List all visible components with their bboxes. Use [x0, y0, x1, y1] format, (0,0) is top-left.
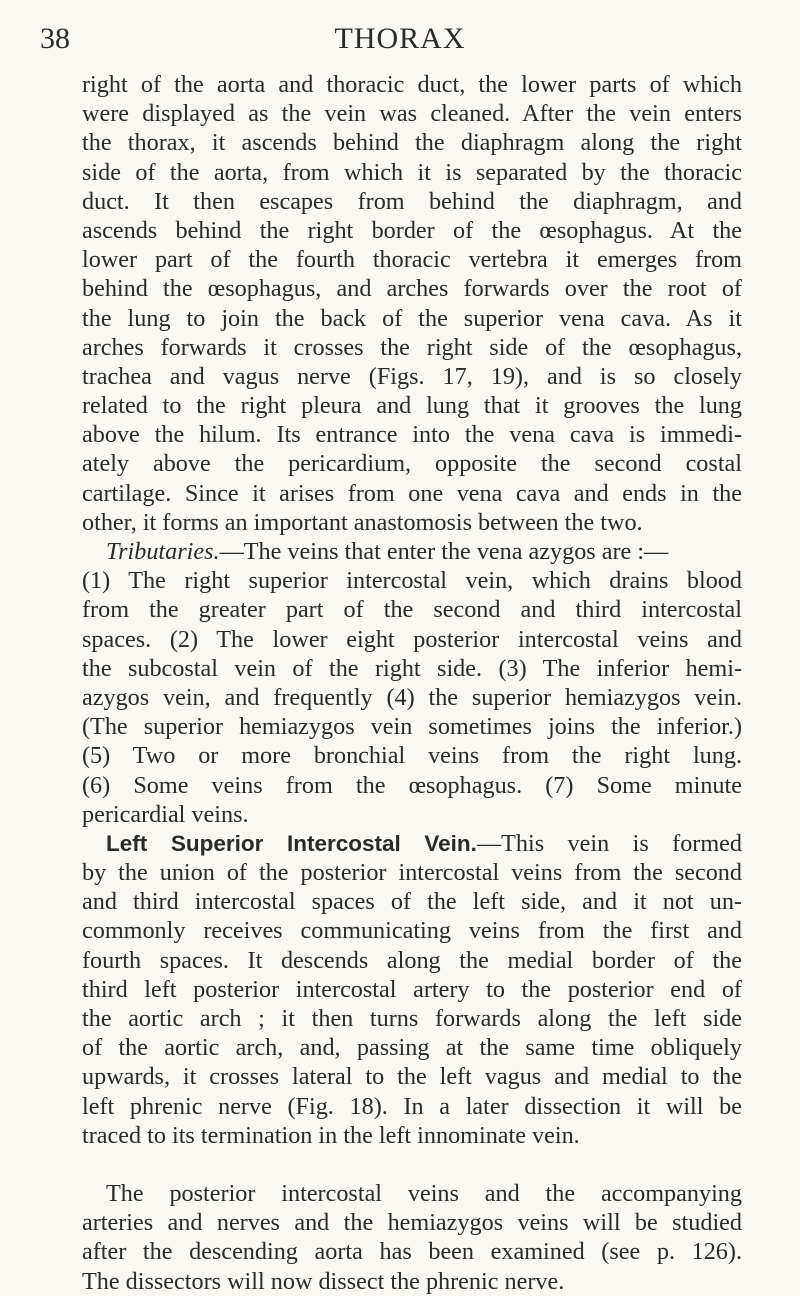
section-heading: Left Superior Intercostal Vein.: [106, 830, 477, 856]
text-line: (The superior hemiazygos vein sometimes joins the inferior.): [82, 713, 742, 741]
body-text: [82, 70, 742, 1296]
text-line: The dissectors will now dissect the phrenic nerve.: [82, 1267, 565, 1295]
text-line: related to the right pleura and lung that it grooves the lung: [82, 392, 742, 420]
text-line: arteries and nerves and the hemiazygos veins will be studied: [82, 1209, 742, 1237]
text-line: above the hilum. Its entrance into the vena cava is immedi-: [82, 421, 742, 449]
text-line: the thorax, it ascends behind the diaphragm along the right: [82, 129, 742, 157]
text-line: ascends behind the right border of the œsophagus. At the: [82, 216, 742, 244]
text-line: pericardial veins.: [82, 800, 249, 828]
tributaries-intro: —The veins that enter the vena azygos are :—: [219, 538, 669, 565]
text-line: azygos vein, and frequently (4) the superior hemiazygos vein.: [82, 683, 742, 711]
text-line: side of the aorta, from which it is separated by the thoracic: [82, 158, 742, 186]
text-line: after the descending aorta has been examined (see p. 126).: [82, 1238, 742, 1266]
text-line: from the greater part of the second and third intercostal: [82, 596, 742, 624]
text-line: and third intercostal spaces of the left side, and it not un-: [82, 888, 742, 916]
text-line: (1) The right superior intercostal vein, which drains blood: [82, 567, 742, 595]
text-line: lower part of the fourth thoracic vertebra it emerges from: [82, 246, 742, 274]
text-line: duct. It then escapes from behind the diaphragm, and: [82, 187, 742, 215]
section-intro: —This vein is formed: [476, 829, 742, 857]
text-line: right of the aorta and thoracic duct, the lower parts of which: [82, 71, 742, 98]
page-number: 38: [40, 22, 70, 55]
tributaries-heading: Tributaries.: [106, 538, 220, 565]
paragraph-tributaries: [82, 537, 742, 829]
text-line: were displayed as the vein was cleaned. After the vein enters: [82, 100, 742, 128]
text-line: the lung to join the back of the superior vena cava. As it: [82, 304, 742, 332]
text-line: behind the œsophagus, and arches forwards over the root of: [82, 275, 742, 303]
paragraph-azygos: [82, 70, 742, 537]
text-line: the aortic arch ; it then turns forwards along the left side: [82, 1005, 742, 1032]
text-line: of the aortic arch, and, passing at the same time obliquely: [82, 1034, 742, 1062]
text-line: cartilage. Since it arises from one vena cava and ends in the: [82, 479, 742, 507]
text-line: (5) Two or more bronchial veins from the right lung.: [82, 742, 742, 770]
text-line: left phrenic nerve (Fig. 18). In a later dissection it will be: [82, 1092, 742, 1120]
text-line: the subcostal vein of the right side. (3) The inferior hemi-: [82, 654, 742, 682]
paragraph-closing: [82, 1179, 742, 1296]
text-line: third left posterior intercostal artery to the posterior end of: [82, 975, 742, 1003]
text-line: other, it forms an important anastomosis between the two.: [82, 508, 643, 536]
text-line: spaces. (2) The lower eight posterior intercostal veins and: [82, 625, 742, 653]
running-head: THORAX: [334, 22, 466, 55]
text-line: (6) Some veins from the œsophagus. (7) Some minute: [82, 771, 742, 799]
text-line: commonly receives communicating veins from the first and: [82, 917, 742, 945]
paragraph-left-superior-intercostal: [82, 829, 742, 1150]
text-line: ately above the pericardium, opposite the second costal: [82, 450, 742, 478]
page-header: [40, 22, 760, 62]
text-line: The posterior intercostal veins and the accompanying: [106, 1179, 742, 1207]
text-line: by the union of the posterior intercostal veins from the second: [82, 859, 742, 887]
text-line: [82, 829, 742, 858]
text-line: trachea and vagus nerve (Figs. 17, 19), and is so closely: [82, 362, 742, 390]
text-line: fourth spaces. It descends along the medial border of the: [82, 946, 742, 974]
text-line: [82, 537, 742, 566]
paragraph-gap: [82, 1150, 742, 1179]
text-line: traced to its termination in the left innominate vein.: [82, 1121, 580, 1149]
text-line: arches forwards it crosses the right side of the œsophagus,: [82, 333, 742, 361]
text-line: upwards, it crosses lateral to the left vagus and medial to the: [82, 1063, 742, 1091]
